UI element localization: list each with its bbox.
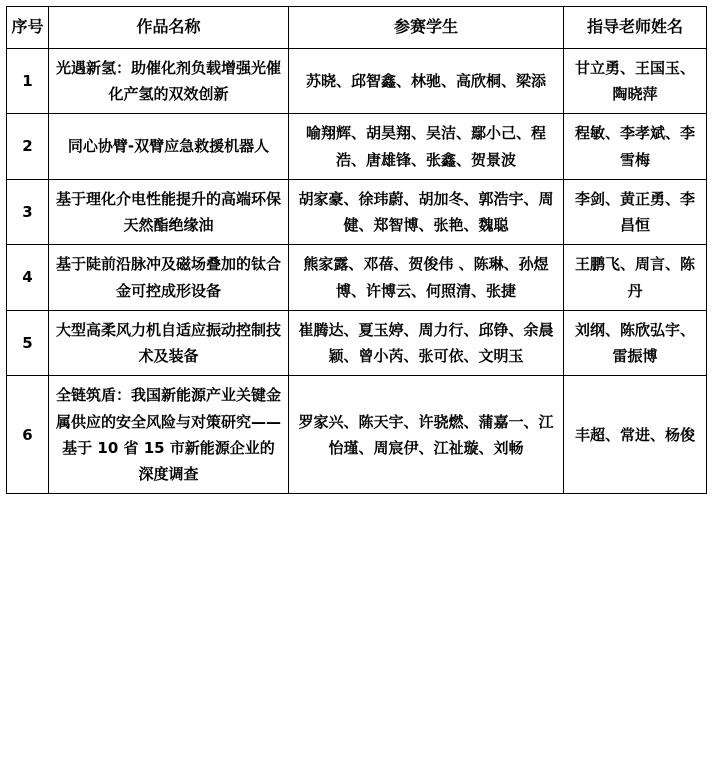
- cell-students: 罗家兴、陈天宇、许骁燃、蒲嘉一、江怡瑾、周宸伊、江祉璇、刘畅: [289, 376, 564, 494]
- cell-teachers: 甘立勇、王国玉、陶晓萍: [564, 48, 707, 114]
- cell-index: 1: [7, 48, 49, 114]
- cell-title: 同心协臂-双臂应急救援机器人: [49, 114, 289, 180]
- table-row: [7, 245, 707, 311]
- column-header-teachers-label: 指导老师姓名: [586, 17, 683, 36]
- cell-index: 5: [7, 310, 49, 376]
- entry-table: [6, 6, 707, 494]
- table-row: [7, 310, 707, 376]
- cell-students: 崔腾达、夏玉婷、周力行、邱铮、余晨颖、曾小芮、张可依、文明玉: [289, 310, 564, 376]
- column-header-index-label: 序号: [11, 17, 44, 37]
- table-row: [7, 179, 707, 245]
- table-body: [7, 48, 707, 494]
- cell-students: 胡家豪、徐玮蔚、胡加冬、郭浩宇、周健、郑智博、张艳、魏聪: [289, 179, 564, 245]
- column-header-teachers: [564, 7, 707, 49]
- cell-index: 6: [7, 376, 49, 494]
- table-header-row: [7, 7, 707, 49]
- table-row: [7, 114, 707, 180]
- cell-title: 大型高柔风力机自适应振动控制技术及装备: [49, 310, 289, 376]
- cell-title: 全链筑盾：我国新能源产业关键金属供应的安全风险与对策研究——基于 10 省 15 市新能源企业的深度调查: [49, 376, 289, 494]
- cell-title: 基于理化介电性能提升的高端环保天然酯绝缘油: [49, 179, 289, 245]
- table-row: [7, 376, 707, 494]
- cell-teachers: 程敏、李孝斌、李雪梅: [564, 114, 707, 180]
- column-header-index: [7, 7, 49, 49]
- cell-index: 4: [7, 245, 49, 311]
- table-row: [7, 48, 707, 114]
- cell-students: 苏晓、邱智鑫、林驰、高欣桐、梁添: [289, 48, 564, 114]
- cell-title: 光遇新氢：助催化剂负载增强光催化产氢的双效创新: [49, 48, 289, 114]
- cell-students: 喻翔辉、胡昊翔、吴洁、鄢小己、程浩、唐雄锋、张鑫、贺景波: [289, 114, 564, 180]
- column-header-title-label: 作品名称: [136, 17, 201, 36]
- cell-teachers: 李剑、黄正勇、李昌恒: [564, 179, 707, 245]
- cell-title: 基于陡前沿脉冲及磁场叠加的钛合金可控成形设备: [49, 245, 289, 311]
- cell-teachers: 刘纲、陈欣弘宇、雷振博: [564, 310, 707, 376]
- cell-index: 3: [7, 179, 49, 245]
- column-header-students-label: 参赛学生: [393, 17, 458, 36]
- cell-students: 熊家露、邓蓓、贺俊伟 、陈琳、孙煜博、许博云、何照清、张捷: [289, 245, 564, 311]
- cell-index: 2: [7, 114, 49, 180]
- column-header-title: [49, 7, 289, 49]
- cell-teachers: 王鹏飞、周言、陈丹: [564, 245, 707, 311]
- table-header: [7, 7, 707, 49]
- column-header-students: [289, 7, 564, 49]
- cell-teachers: 丰超、常进、杨俊: [564, 376, 707, 494]
